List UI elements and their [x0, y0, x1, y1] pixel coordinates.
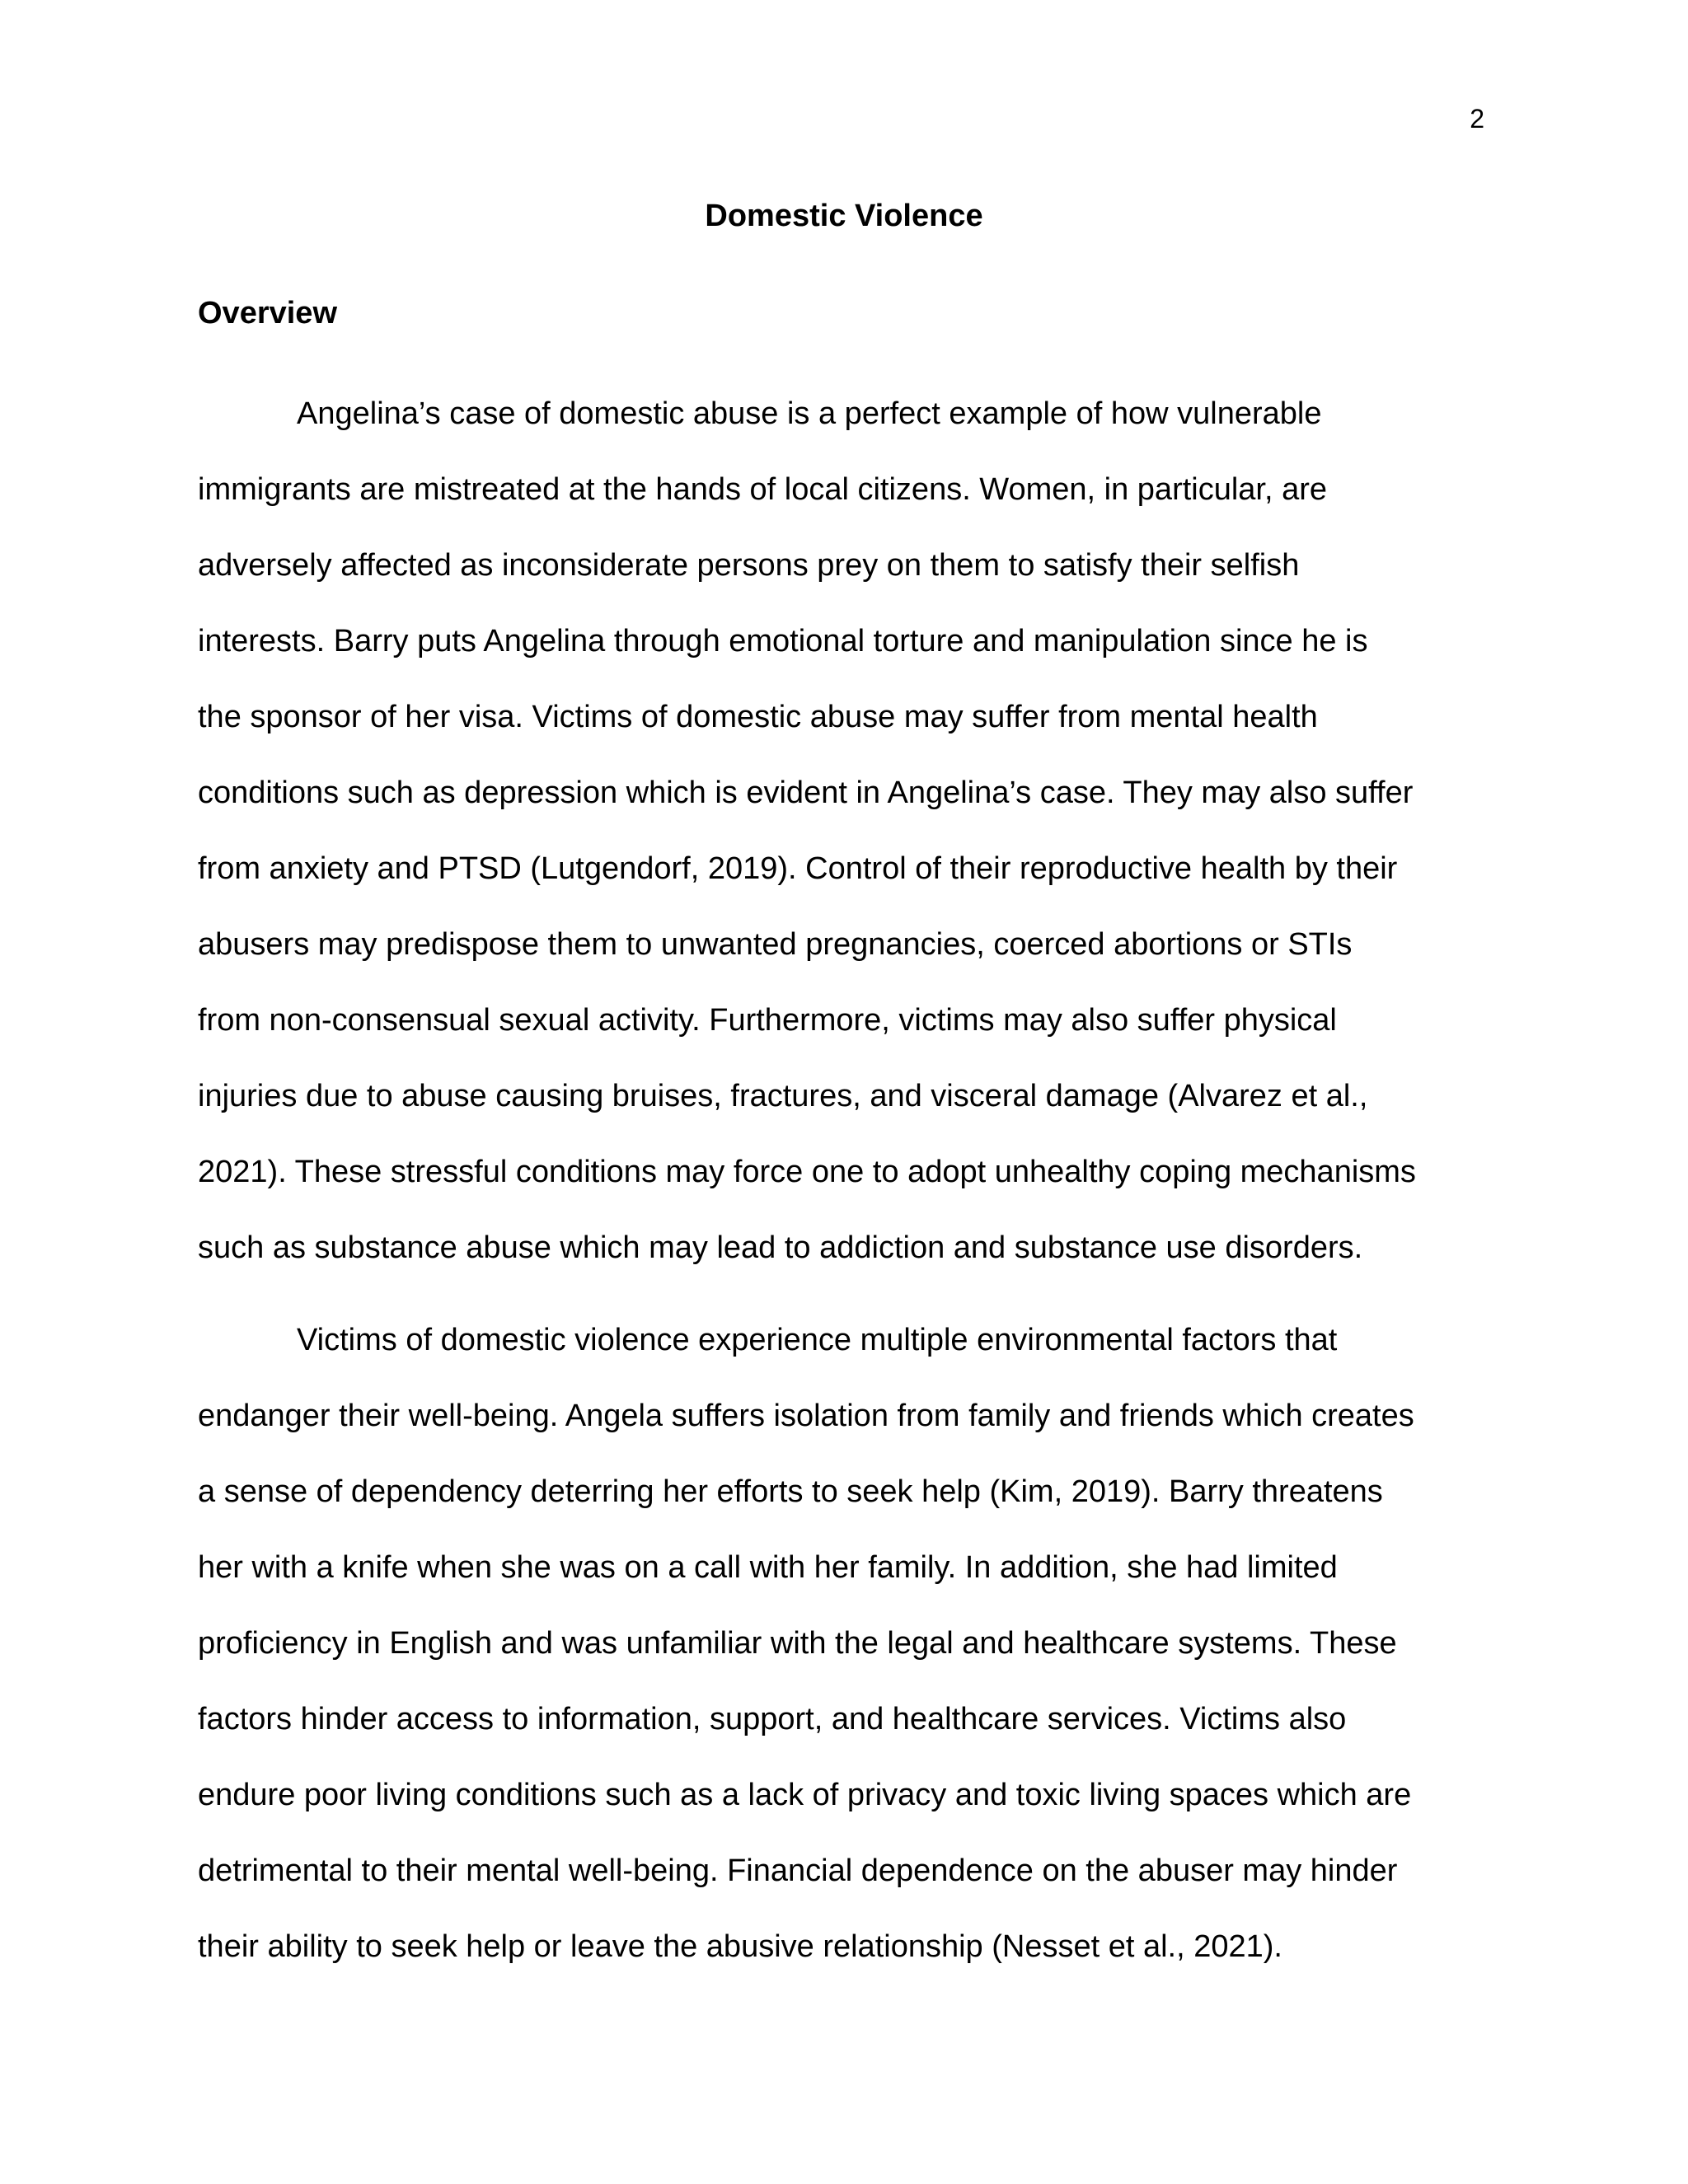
paragraph-line: a sense of dependency deterring her efforts to seek help (Kim, 2019). Barry threatens [198, 1474, 1383, 1509]
paragraph-line: injuries due to abuse causing bruises, fractures, and visceral damage (Alvarez et al., [198, 1079, 1368, 1113]
paragraph-1 [198, 376, 1484, 1286]
page-number: 2 [1470, 104, 1484, 134]
paragraph-line: Angelina’s case of domestic abuse is a perfect example of how vulnerable [297, 396, 1322, 431]
document-title: Domestic Violence [705, 199, 983, 233]
paragraph-line: detrimental to their mental well-being. Financial dependence on the abuser may hinder [198, 1854, 1398, 1888]
paragraph-line: interests. Barry puts Angelina through emotional torture and manipulation since he is [198, 624, 1368, 658]
paragraph-line: conditions such as depression which is evident in Angelina’s case. They may also suffer [198, 776, 1414, 810]
section-heading-overview: Overview [198, 296, 337, 330]
paragraph-line: Victims of domestic violence experience multiple environmental factors that [297, 1323, 1338, 1357]
paragraph-line: the sponsor of her visa. Victims of domestic abuse may suffer from mental health [198, 700, 1318, 734]
paragraph-line: adversely affected as inconsiderate persons prey on them to satisfy their selfish [198, 548, 1300, 583]
paragraph-line: her with a knife when she was on a call with her family. In addition, she had limited [198, 1550, 1338, 1585]
paragraph-line: such as substance abuse which may lead to addiction and substance use disorders. [198, 1230, 1363, 1265]
paragraph-2 [198, 1302, 1484, 1985]
paragraph-line: from anxiety and PTSD (Lutgendorf, 2019). Control of their reproductive health by their [198, 851, 1398, 886]
paragraph-line: their ability to seek help or leave the abusive relationship (Nesset et al., 2021). [198, 1929, 1282, 1964]
paragraph-line: 2021). These stressful conditions may force one to adopt unhealthy coping mechanisms [198, 1155, 1416, 1189]
paragraph-line: endanger their well-being. Angela suffers isolation from family and friends which creates [198, 1399, 1414, 1433]
paragraph-line: endure poor living conditions such as a lack of privacy and toxic living spaces which are [198, 1778, 1412, 1812]
paragraph-line: immigrants are mistreated at the hands of local citizens. Women, in particular, are [198, 472, 1328, 507]
paragraph-line: proficiency in English and was unfamiliar with the legal and healthcare systems. These [198, 1626, 1397, 1661]
paragraph-line: abusers may predispose them to unwanted pregnancies, coerced abortions or STIs [198, 927, 1353, 962]
paragraph-line: factors hinder access to information, support, and healthcare services. Victims also [198, 1702, 1347, 1736]
paragraph-line: from non-consensual sexual activity. Furthermore, victims may also suffer physical [198, 1003, 1337, 1038]
